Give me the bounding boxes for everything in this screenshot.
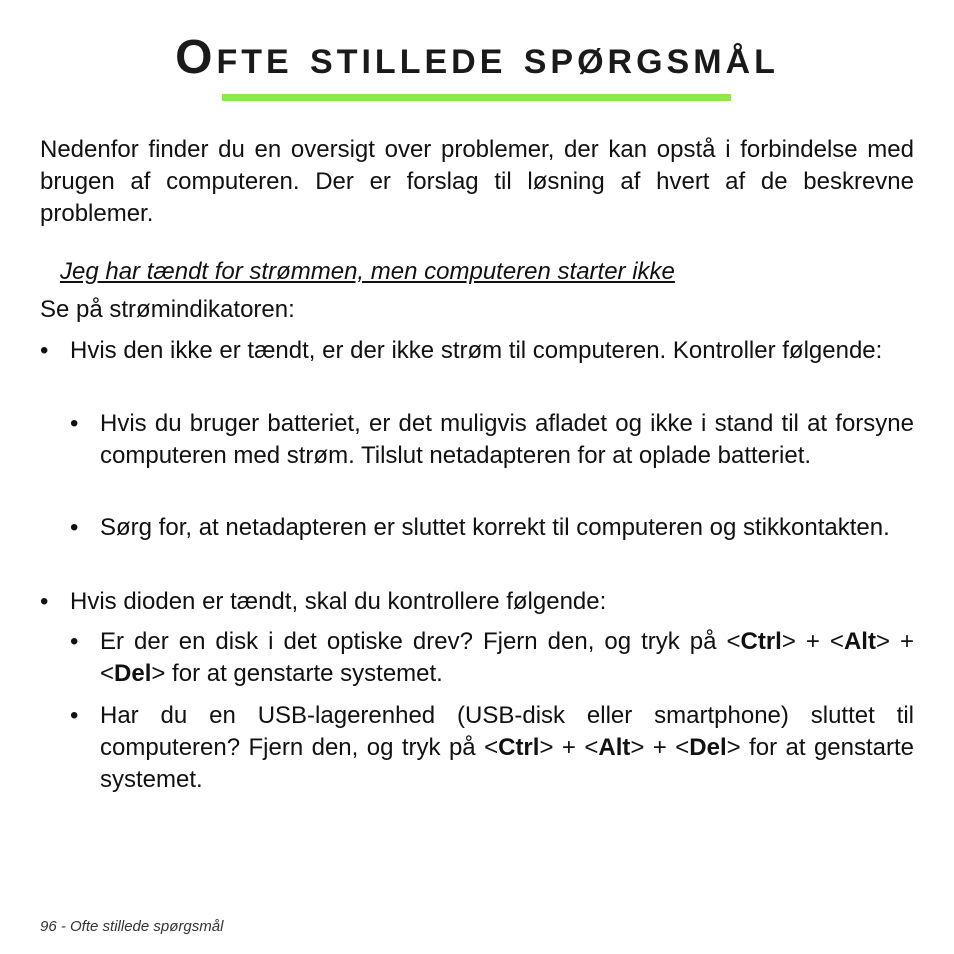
bullet-icon: • (70, 514, 79, 541)
text-run: > + < (100, 628, 915, 687)
list-item (70, 408, 914, 504)
key-del: Del (114, 660, 152, 687)
key-alt: Alt (843, 628, 876, 655)
list-item-text (100, 700, 914, 796)
list-item (40, 335, 914, 399)
list-item-text: Hvis dioden er tændt, skal du kontrollere følgende: (70, 588, 607, 615)
bullet-icon: • (40, 337, 49, 364)
section-lead-text: Se på strømindikatoren: (40, 296, 295, 323)
list-item (70, 626, 914, 690)
key-alt: Alt (598, 734, 631, 761)
list-item-text (100, 626, 914, 690)
page-footer: 96 - Ofte stillede spørgsmål (40, 918, 224, 935)
text-run: > + < (539, 734, 599, 761)
bullet-icon: • (70, 410, 79, 437)
list-item-text: Sørg for, at netadapteren er sluttet korrekt til computeren og stikkontakten. (100, 514, 890, 541)
key-ctrl: Ctrl (498, 734, 540, 761)
bullet-icon: • (40, 588, 49, 615)
key-del: Del (689, 734, 727, 761)
list-item (70, 700, 914, 796)
list-item-text: Hvis den ikke er tændt, er der ikke strøm til computeren. Kontroller følgende: (70, 337, 883, 364)
list-item (40, 586, 914, 618)
list-item (70, 512, 914, 576)
list-item-text: Hvis du bruger batteriet, er det muligvis afladet og ikke i stand til at forsyne computeren med strøm. Tilslut netadapteren for at oplade batteriet. (100, 410, 914, 469)
key-ctrl: Ctrl (740, 628, 782, 655)
text-run: Har du en USB-lagerenhed (USB-disk eller smartphone) sluttet til computeren? Fjern den, og tryk på < (100, 702, 914, 761)
bullet-icon: • (70, 628, 79, 655)
text-run: Er der en disk i det optiske drev? Fjern den, og tryk på < (100, 628, 741, 655)
text-run: > + < (630, 734, 690, 761)
section-subheading: Jeg har tændt for strømmen, men computeren starter ikke (60, 258, 675, 285)
bullet-icon: • (70, 702, 79, 729)
text-run: > for at genstarte systemet. (100, 734, 915, 793)
text-run: > + < (781, 628, 844, 655)
title-underline-rule (222, 94, 731, 101)
intro-paragraph: Nedenfor finder du en oversigt over problemer, der kan opstå i forbindelse med brugen af computeren. Der er forslag til løsning af hvert af de beskrevne problemer. (40, 136, 914, 227)
text-run: > for at genstarte systemet. (151, 660, 443, 687)
page-title: Ofte stillede spørgsmål (175, 31, 779, 84)
